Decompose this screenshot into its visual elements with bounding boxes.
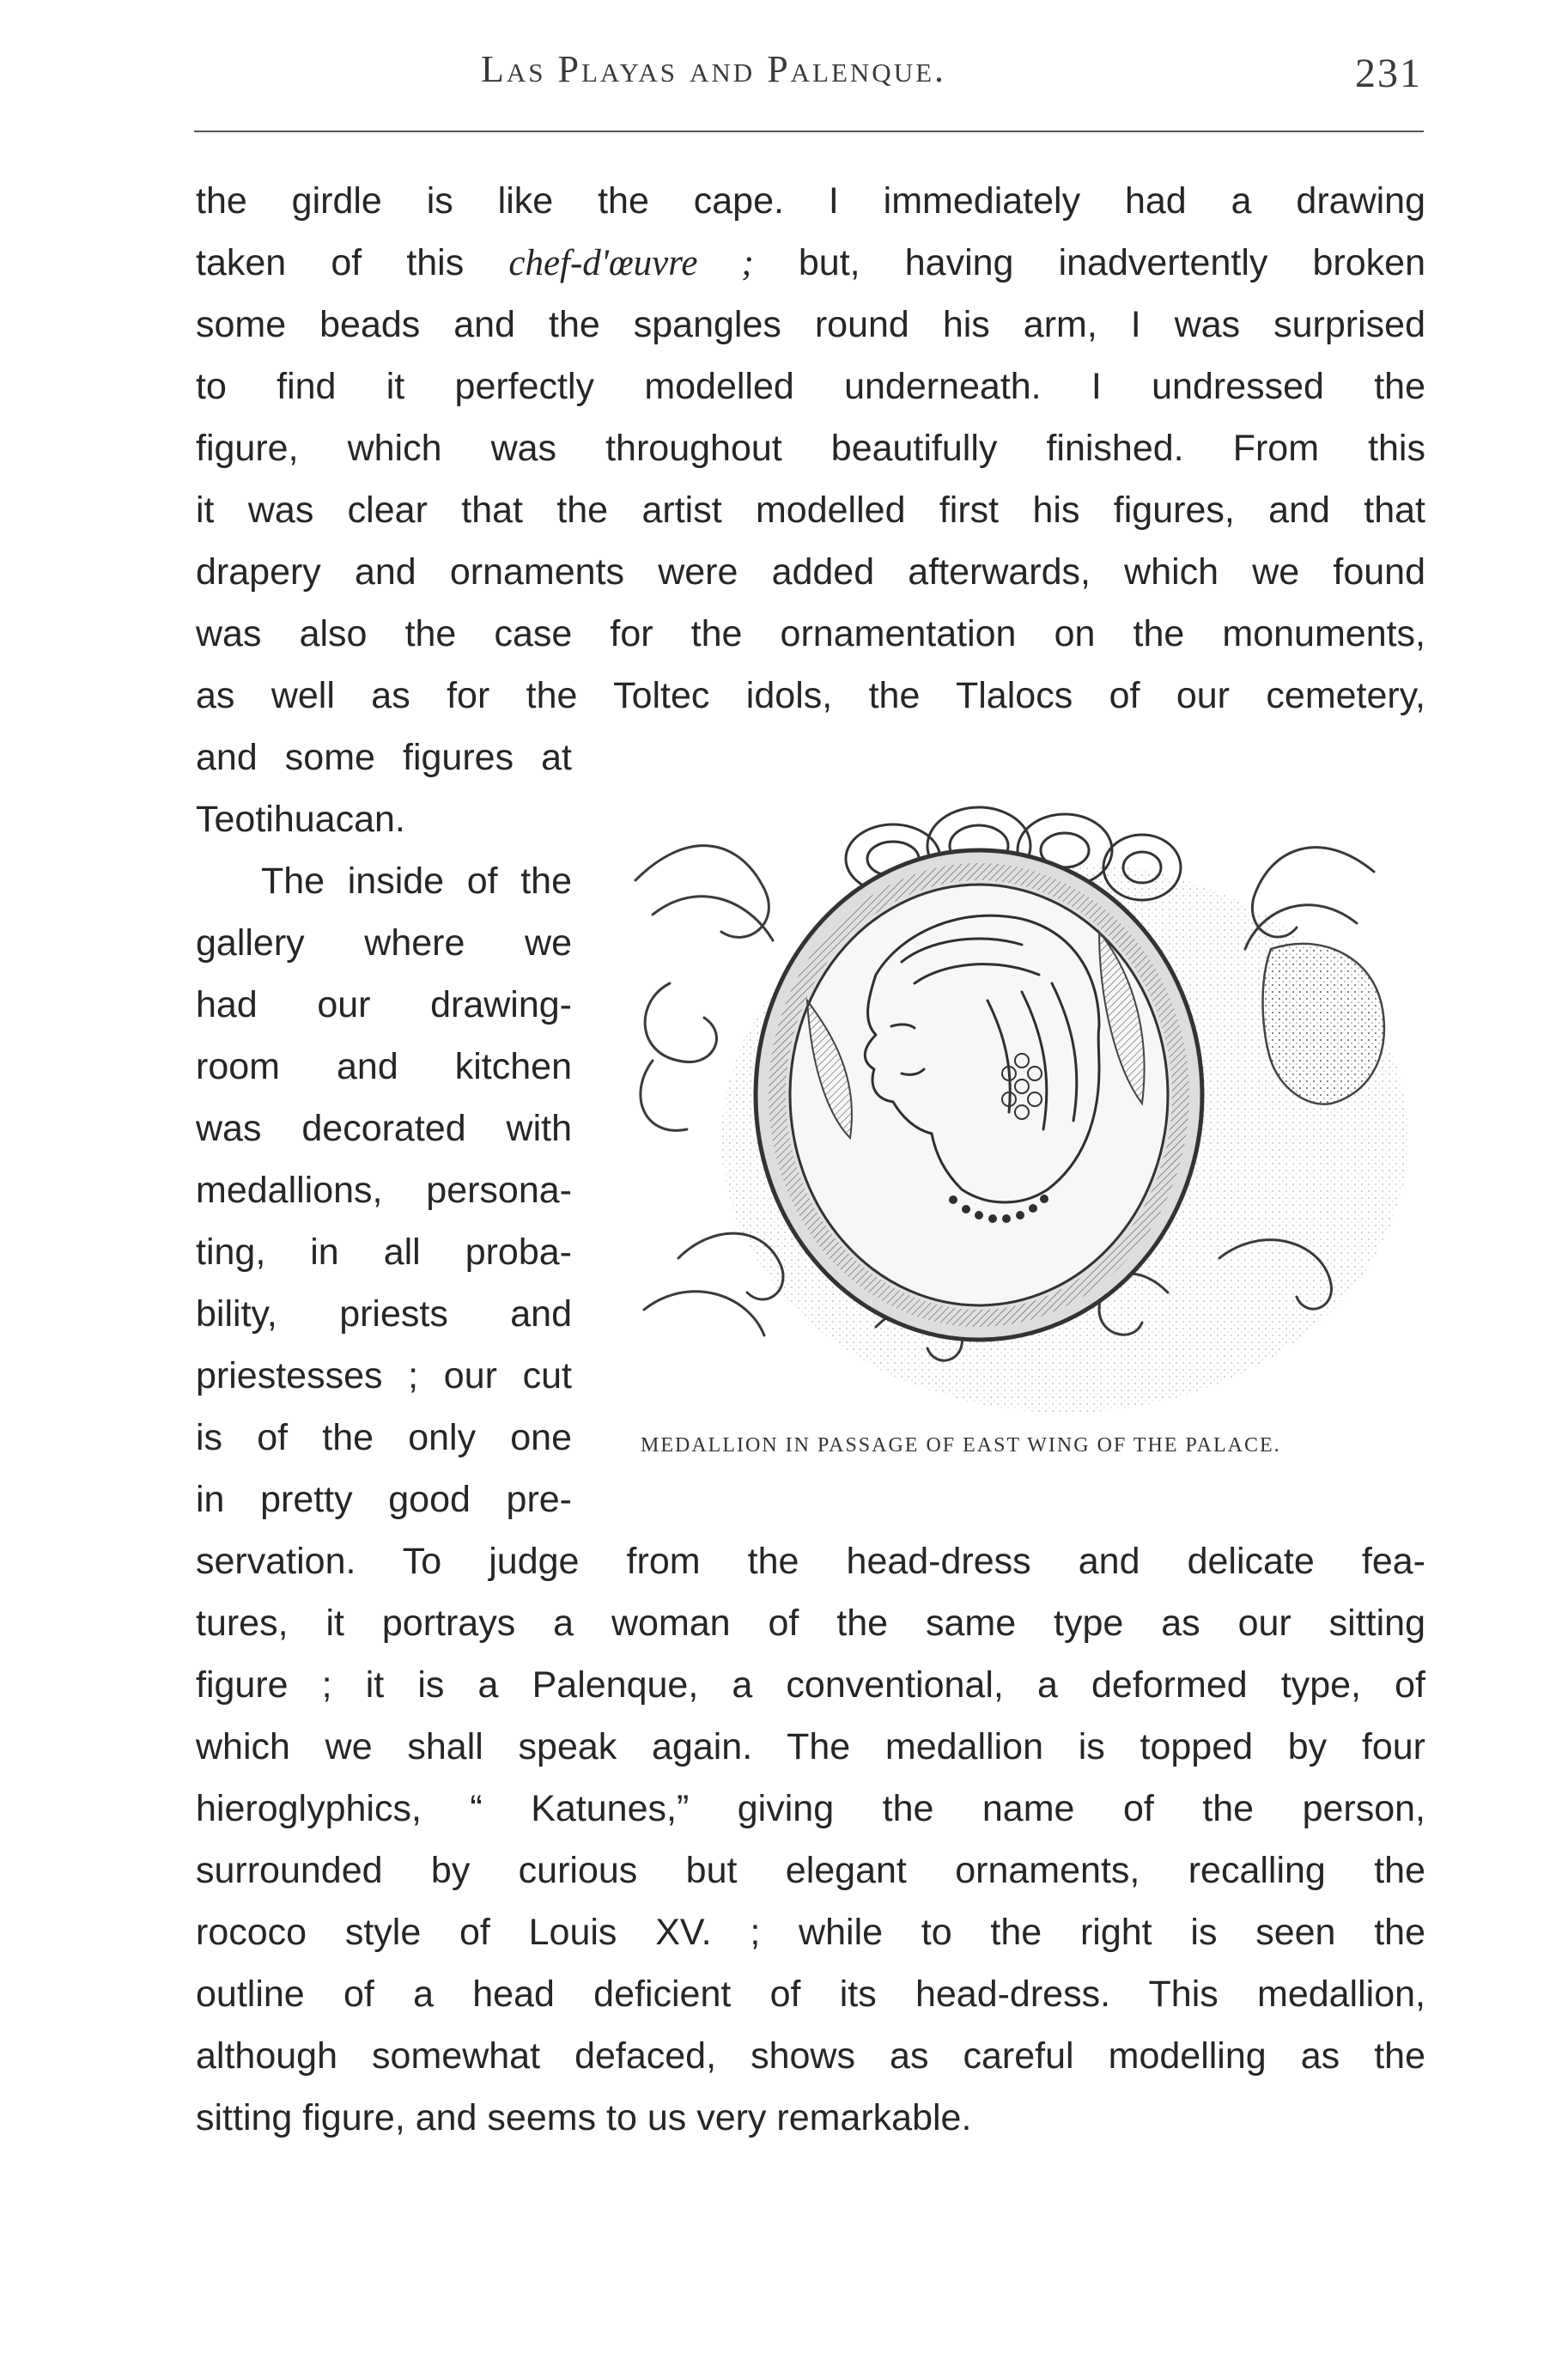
text-line: was also the case for the ornamentation on the monuments, xyxy=(196,613,1425,654)
text-line: priestesses ; our cut xyxy=(196,1355,572,1396)
text-line: to find it perfectly modelled underneath. I undressed the xyxy=(196,366,1425,407)
text-line: was decorated with xyxy=(196,1108,572,1149)
text-line: room and kitchen xyxy=(196,1046,572,1087)
text-run: but, having inadvertently broken xyxy=(753,242,1425,283)
text-line: surrounded by curious but elegant ornaments, recalling the xyxy=(196,1850,1425,1891)
header-rule xyxy=(194,131,1424,132)
text-line: which we shall speak again. The medallion is topped by four xyxy=(196,1726,1425,1767)
text-line: and some figures at xyxy=(196,737,572,778)
text-line: it was clear that the artist modelled first his figures, and that xyxy=(196,490,1425,531)
text-line xyxy=(196,240,1425,286)
right-head-outline xyxy=(1263,944,1384,1104)
text-run: taken of this xyxy=(196,242,509,283)
text-line: outline of a head deficient of its head-dress. This medallion, xyxy=(196,1974,1425,2015)
text-line: The inside of the xyxy=(261,861,572,902)
text-line: gallery where we xyxy=(196,922,572,964)
text-line: is of the only one xyxy=(196,1417,572,1458)
text-line: the girdle is like the cape. I immediately had a drawing xyxy=(196,180,1425,222)
text-line: sitting figure, and seems to us very remarkable. xyxy=(196,2097,972,2138)
text-line: drapery and ornaments were added afterwards, which we found xyxy=(196,551,1425,593)
italic-phrase: chef-d'œuvre ; xyxy=(508,243,754,283)
text-line: rococo style of Louis XV. ; while to the right is seen the xyxy=(196,1912,1425,1953)
text-line: Teotihuacan. xyxy=(196,799,405,840)
page-number: 231 xyxy=(1355,51,1422,96)
text-line: some beads and the spangles round his arm, I was surprised xyxy=(196,304,1425,345)
text-line: figure, which was throughout beautifully finished. From this xyxy=(196,428,1425,469)
text-line: medallions, persona- xyxy=(196,1170,572,1211)
text-line: ting, in all proba- xyxy=(196,1232,572,1273)
text-line: although somewhat defaced, shows as careful modelling as the xyxy=(196,2035,1425,2077)
running-title: Las Playas and Palenque. xyxy=(481,48,947,90)
text-line: figure ; it is a Palenque, a conventional, a deformed type, of xyxy=(196,1664,1425,1706)
text-line: servation. To judge from the head-dress and delicate fea- xyxy=(196,1541,1425,1582)
text-line: tures, it portrays a woman of the same type as our sitting xyxy=(196,1603,1425,1644)
text-line: in pretty good pre- xyxy=(196,1479,572,1520)
text-line: had our drawing- xyxy=(196,984,572,1025)
medallion-engraving xyxy=(618,777,1417,1430)
text-line: bility, priests and xyxy=(196,1293,572,1335)
text-line: as well as for the Toltec idols, the Tlalocs of our cemetery, xyxy=(196,675,1425,716)
figure-caption: MEDALLION IN PASSAGE OF EAST WING OF THE PALACE. xyxy=(641,1434,1281,1457)
text-line: hieroglyphics, “ Katunes,” giving the name of the person, xyxy=(196,1788,1425,1829)
